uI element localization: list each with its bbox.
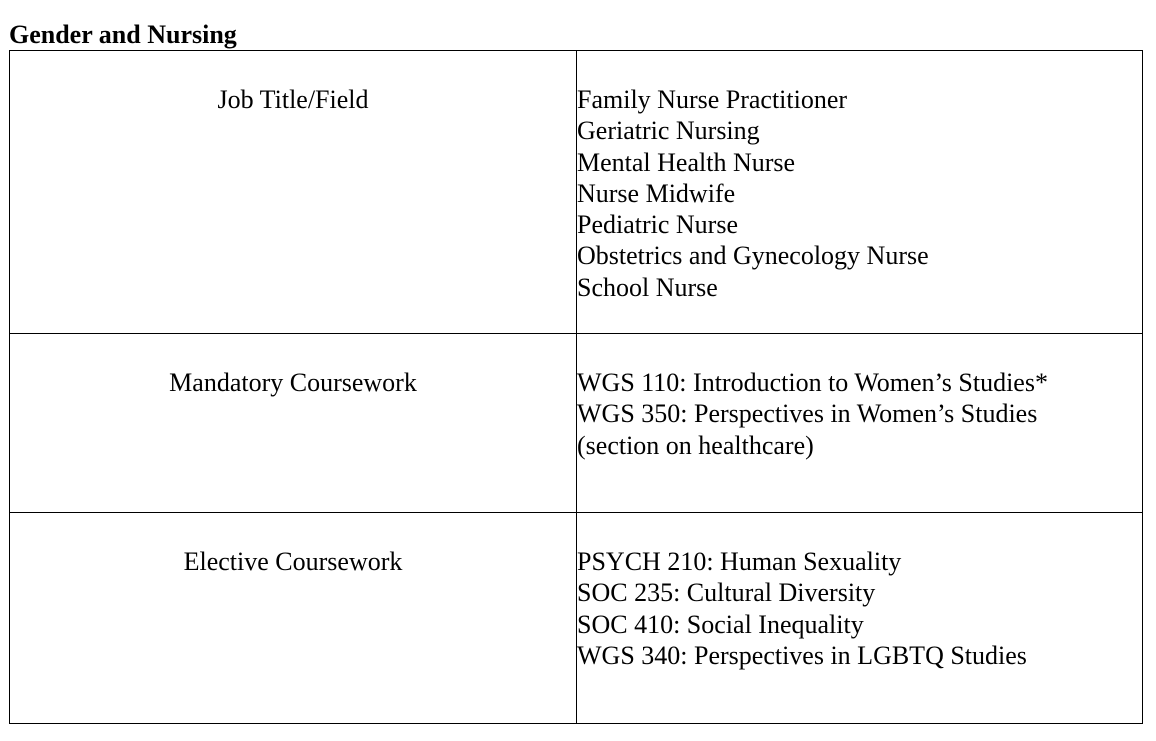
- list-item: SOC 235: Cultural Diversity: [577, 578, 876, 608]
- list-item: Geriatric Nursing: [577, 116, 760, 146]
- row-label-cell: [10, 334, 577, 513]
- table-row-elective-coursework: [10, 513, 1143, 724]
- list-item: WGS 110: Introduction to Women’s Studies*: [577, 368, 1048, 397]
- table-row-job-title: [10, 51, 1143, 334]
- list-item: Mental Health Nurse: [577, 147, 796, 177]
- list-item: Obstetrics and Gynecology Nurse: [577, 241, 929, 271]
- document-title: Gender and Nursing: [9, 20, 237, 49]
- row-label: Job Title/Field: [217, 85, 369, 114]
- list-item: (section on healthcare): [577, 430, 814, 460]
- list-item: PSYCH 210: Human Sexuality: [577, 547, 902, 576]
- list-item: Pediatric Nurse: [577, 210, 739, 240]
- list-item: Nurse Midwife: [577, 178, 736, 208]
- list-item: WGS 350: Perspectives in Women’s Studies: [577, 399, 1038, 429]
- table-row-mandatory-coursework: [10, 334, 1143, 513]
- row-value-cell: [577, 334, 1143, 513]
- list-item: WGS 340: Perspectives in LGBTQ Studies: [577, 640, 1027, 670]
- list-item: Family Nurse Practitioner: [577, 85, 848, 114]
- row-value-cell: [577, 513, 1143, 724]
- career-coursework-table: [9, 50, 1143, 724]
- list-item: SOC 410: Social Inequality: [577, 609, 864, 639]
- row-value-cell: [577, 51, 1143, 334]
- list-item: School Nurse: [577, 272, 718, 302]
- row-label-cell: [10, 513, 577, 724]
- row-label-cell: [10, 51, 577, 334]
- row-label: Elective Coursework: [183, 547, 403, 576]
- row-label: Mandatory Coursework: [169, 368, 417, 397]
